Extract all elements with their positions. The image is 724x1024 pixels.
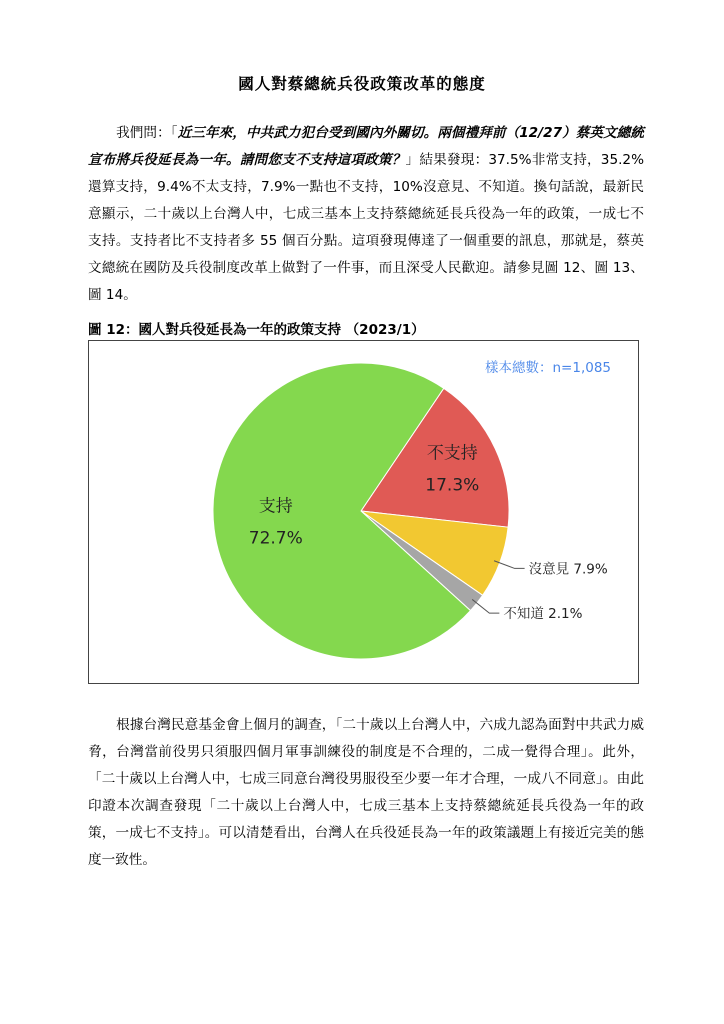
analysis-paragraph: [88, 712, 644, 874]
slice-label-1: 沒意見 7.9%: [528, 561, 608, 578]
survey-question: 近三年來，中共武力犯台受到國內外關切。兩個禮拜前（12/27）蔡英文總統宣布將兵役延長為一年。請問您支不支持這項政策？: [88, 125, 645, 168]
pie-slices: [213, 363, 509, 659]
slice-label-0: 不支持: [426, 443, 478, 464]
figure-caption: 圖 12：國人對兵役延長為一年的政策支持 （2023/1）: [88, 322, 425, 338]
intro-paragraph: [88, 120, 644, 309]
slice-label-2: 不知道 2.1%: [503, 606, 583, 623]
paragraph-findings: 」結果發現：37.5%非常支持，35.2%還算支持，9.4%不太支持，7.9%一點也不支持，10%沒意見、不知道。換句話說，最新民意顯示，二十歲以上台灣人中，七成三基本上支持蔡總統延長兵役為一年的政策，一成七不支持。支持者比不支持者多 55 個百分點。這項發現傳達了一個重要的訊息，那就是，蔡英文總統在國防及兵役制度改革上做對了一件事，而且深受人民歡迎。請參見圖 12、圖 13、圖 14。: [88, 152, 644, 303]
slice-label-3: 支持: [258, 496, 293, 517]
paragraph-lead: 我們問：「: [116, 125, 178, 141]
sample-size-note: 樣本總數：n=1,085: [484, 360, 611, 376]
slice-value-0: 17.3%: [425, 475, 480, 496]
analysis-text: 根據台灣民意基金會上個月的調查，「二十歲以上台灣人中，六成九認為面對中共武力威脅，台灣當前役男只須服四個月軍事訓練役的制度是不合理的，二成一覺得合理」。此外，「二十歲以上台灣人中，七成三同意台灣役男服役至少要一年才合理，一成八不同意」。由此印證本次調查發現「二十歲以上台灣人中，七成三基本上支持蔡總統延長兵役為一年的政策，一成七不支持」。可以清楚看出，台灣人在兵役延長為一年的政策議題上有接近完美的態度一致性。: [88, 717, 644, 868]
page-title: 國人對蔡總統兵役政策改革的態度: [238, 75, 486, 93]
slice-value-3: 72.7%: [248, 528, 303, 549]
pie-chart-figure: [88, 340, 639, 684]
pie-chart: [89, 341, 640, 685]
